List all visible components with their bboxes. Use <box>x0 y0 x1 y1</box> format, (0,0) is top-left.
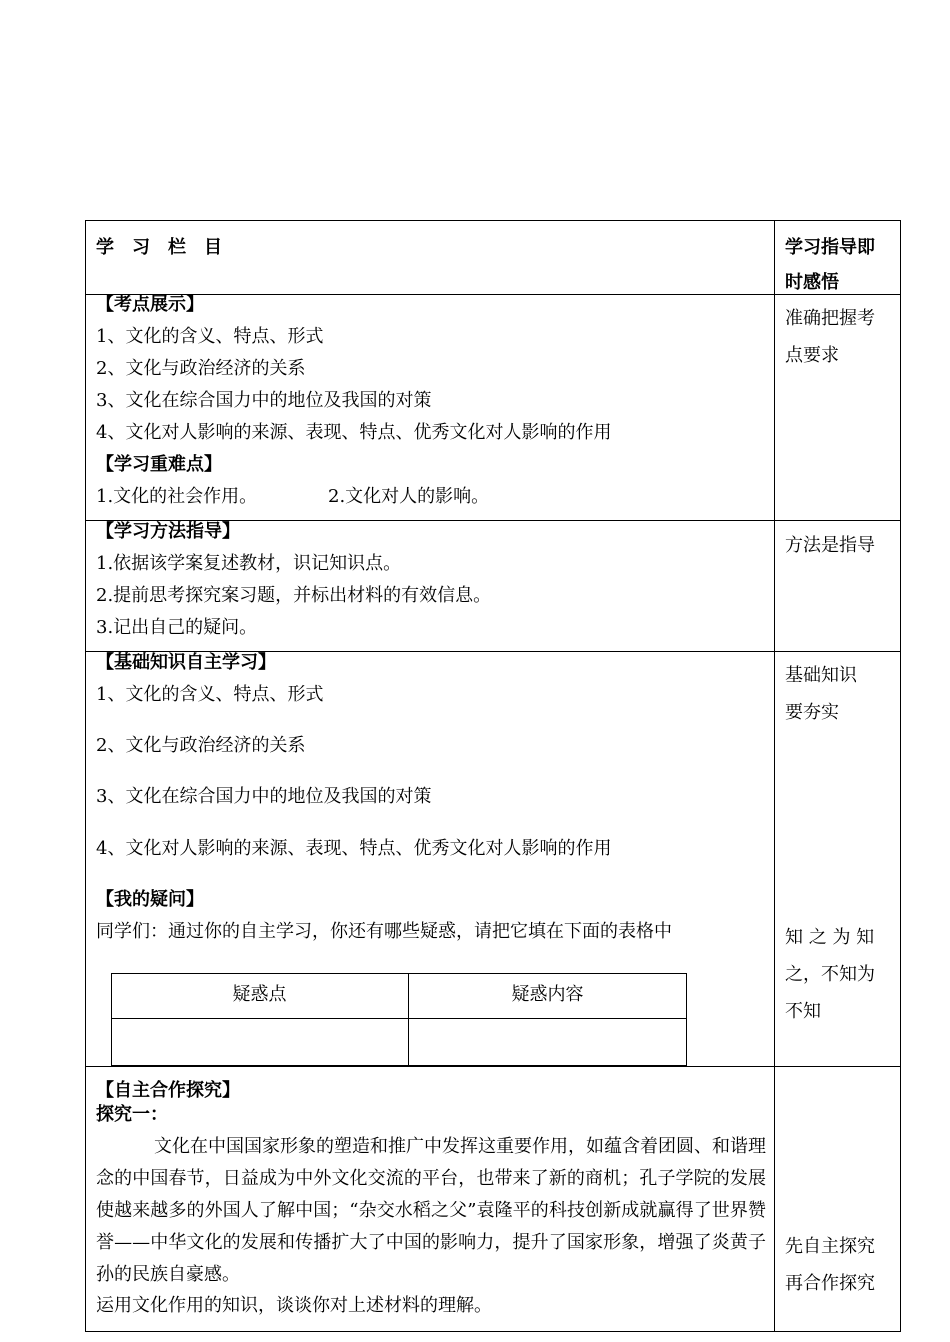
guide-note-line: 先自主探究 <box>785 1236 875 1257</box>
header-guide-title-line2: 时感悟 <box>785 272 839 293</box>
guide-note-line: 点要求 <box>785 345 839 366</box>
exam-point-item: 1、文化的含义、特点、形式 <box>96 326 324 347</box>
method-item: 3.记出自己的疑问。 <box>96 617 258 638</box>
questions-prompt: 同学们：通过你的自主学习，你还有哪些疑惑，请把它填在下面的表格中 <box>96 921 672 942</box>
header-column-title: 学 习 栏 目 <box>96 237 222 258</box>
questions-table-header-content: 疑惑内容 <box>511 984 584 1005</box>
exam-point-item: 3、文化在综合国力中的地位及我国的对策 <box>96 390 432 411</box>
inquiry-question: 运用文化作用的知识，谈谈你对上述材料的理解。 <box>96 1295 492 1316</box>
guide-note-method <box>785 527 895 564</box>
method-item: 2.提前思考探究案习题，并标出材料的有效信息。 <box>96 585 492 606</box>
section-title-key-points: 【学习重难点】 <box>96 454 222 475</box>
inquiry-material: 文化在中国国家形象的塑造和推广中发挥这重要作用，如蕴含着团圆、和谐理念的中国春节，日益成为中外文化交流的平台，也带来了新的商机；孔子学院的发展使越来越多的外国人了解中国；“杂交水稻之父”袁隆平的科技创新成就赢得了世界赞誉——中华文化的发展和传播扩大了中国的影响力，提升了国家形象，增强了炎黄子孙的民族自豪感。 <box>96 1136 766 1285</box>
basic-knowledge-item: 4、文化对人影响的来源、表现、特点、优秀文化对人影响的作用 <box>96 838 612 859</box>
questions-table-cell-content[interactable] <box>409 1019 686 1065</box>
guide-note-line: 不知 <box>785 1001 821 1022</box>
key-point-item: 1.文化的社会作用。 <box>96 486 258 507</box>
section-title-basic-knowledge: 【基础知识自主学习】 <box>96 652 276 673</box>
row-divider-header <box>85 294 901 295</box>
section-title-exam-points: 【考点展示】 <box>96 294 204 315</box>
section-title-method: 【学习方法指导】 <box>96 521 240 542</box>
questions-table-cell-point[interactable] <box>112 1019 407 1065</box>
basic-knowledge-item: 2、文化与政治经济的关系 <box>96 735 306 756</box>
basic-knowledge-item: 3、文化在综合国力中的地位及我国的对策 <box>96 786 432 807</box>
guide-note-inquiry <box>785 1228 895 1302</box>
basic-knowledge-item: 1、文化的含义、特点、形式 <box>96 684 324 705</box>
guide-note-line: 基础知识 <box>785 665 857 686</box>
section-title-my-questions: 【我的疑问】 <box>96 889 204 910</box>
method-item: 1.依据该学案复述教材，识记知识点。 <box>96 553 402 574</box>
exam-point-item: 2、文化与政治经济的关系 <box>96 358 306 379</box>
guide-note-line: 知 之 为 知 <box>785 927 875 948</box>
guide-note-line: 要夯实 <box>785 702 839 723</box>
guide-note-line: 再合作探究 <box>785 1273 875 1294</box>
guide-note-basic <box>785 657 895 731</box>
row-divider-3 <box>85 1066 901 1067</box>
header-guide-title-line1: 学习指导即 <box>785 237 875 258</box>
section-title-inquiry: 【自主合作探究】 <box>96 1080 240 1101</box>
column-divider <box>774 220 775 1332</box>
guide-note-line: 方法是指导 <box>785 535 875 556</box>
guide-note-line: 之，不知为 <box>785 964 875 985</box>
exam-point-item: 4、文化对人影响的来源、表现、特点、优秀文化对人影响的作用 <box>96 422 612 443</box>
guide-note-line: 准确把握考 <box>785 308 875 329</box>
inquiry-one-title: 探究一： <box>96 1104 168 1125</box>
guide-note-exam <box>785 300 895 374</box>
key-point-item: 2.文化对人的影响。 <box>328 486 490 507</box>
questions-table-header-point: 疑惑点 <box>232 984 287 1005</box>
guide-note-questions <box>785 919 895 1030</box>
